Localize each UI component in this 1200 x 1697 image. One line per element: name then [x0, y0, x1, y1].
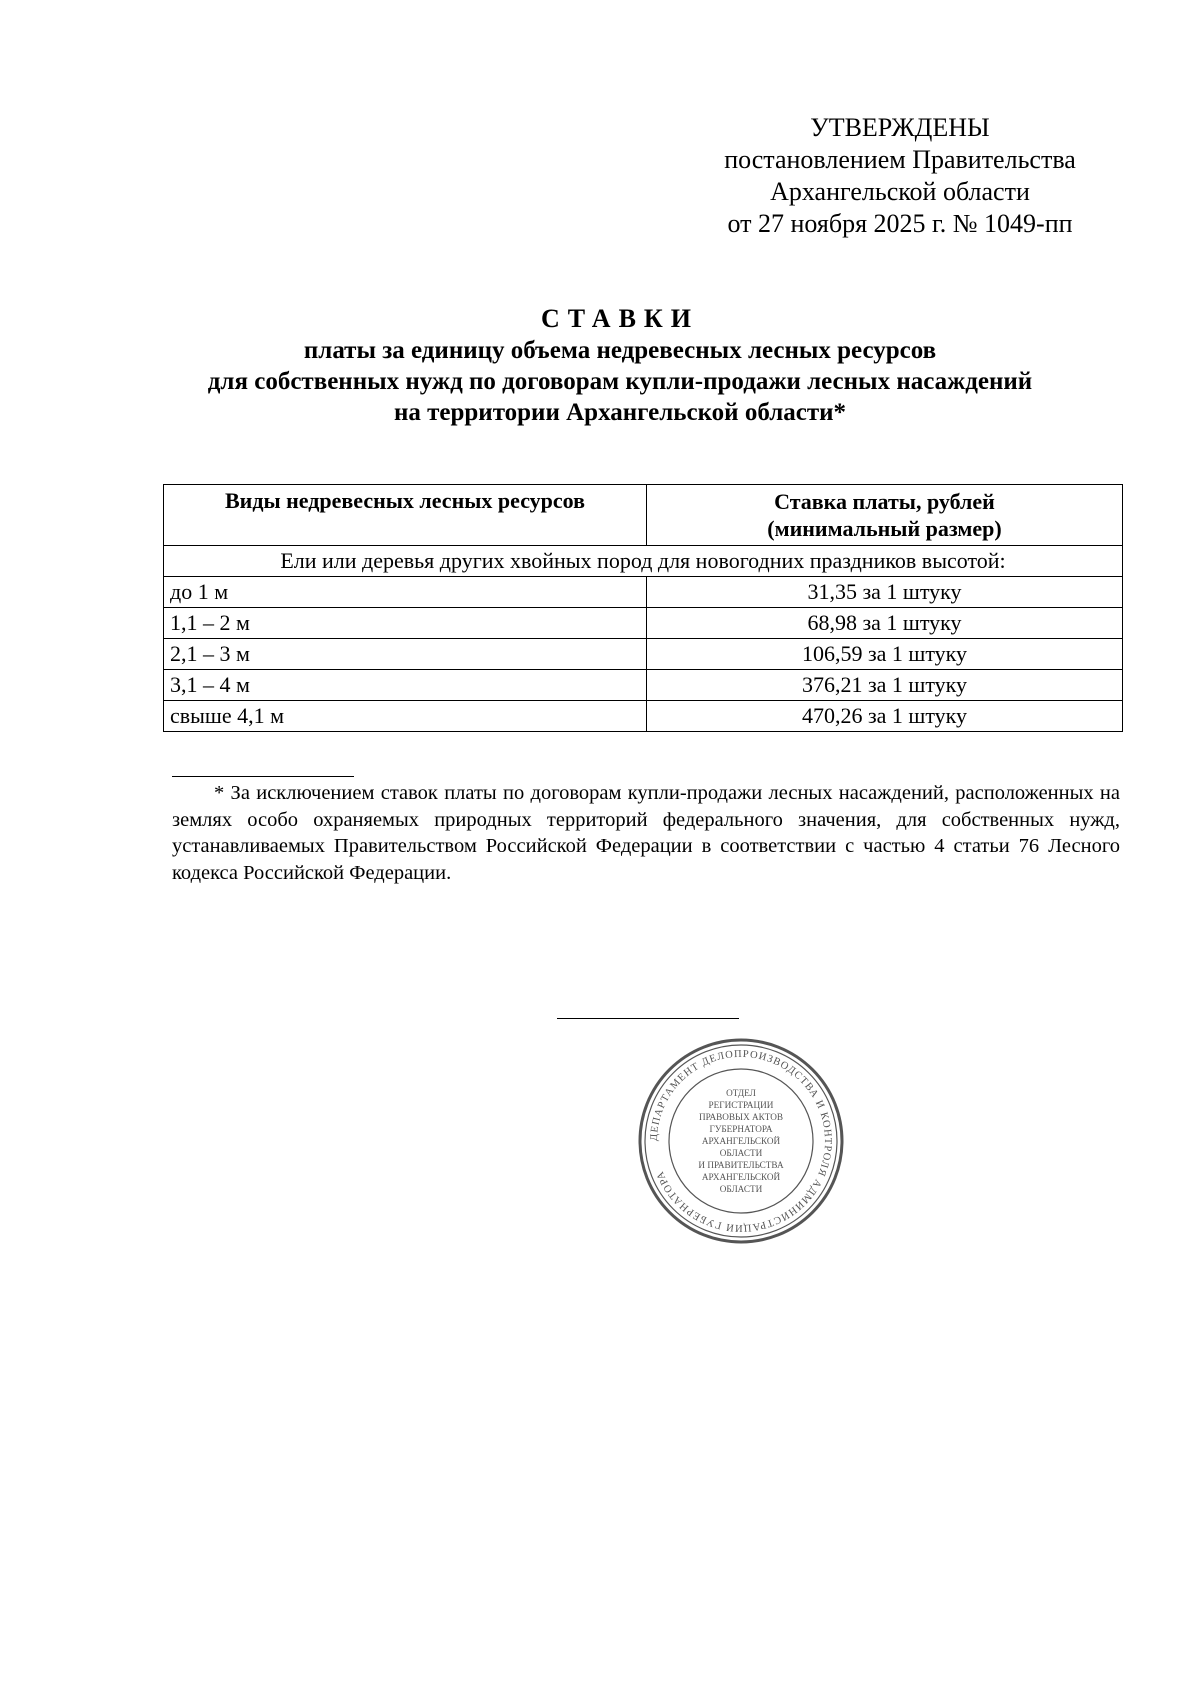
- footnote-separator: [172, 776, 354, 777]
- title-line-2: для собственных нужд по договорам купли-продажи лесных насаждений: [207, 368, 1033, 395]
- header-rate: [647, 485, 1123, 546]
- footnote-text: * За исключением ставок платы по договорам купли-продажи лесных насаждений, расположенных на землях особо охраняемых природных территорий федерального значения, для собственных нужд, устанавливаемых Правительством Российской Федерации в соответствии с частью 4 статьи 76 Лесного кодекса Российской Федерации.: [172, 782, 1120, 884]
- group-label: Ели или деревья других хвойных пород для новогодних праздников высотой:: [164, 546, 1123, 577]
- approval-heading: УТВЕРЖДЕНЫ: [810, 113, 990, 142]
- table-row: [164, 701, 1123, 732]
- seal-line: АРХАНГЕЛЬСКОЙ: [701, 1172, 781, 1182]
- row-rate: 470,26 за 1 штуку: [647, 701, 1123, 732]
- table-row: [164, 608, 1123, 639]
- seal-line: РЕГИСТРАЦИИ: [708, 1100, 774, 1110]
- row-rate: 106,59 за 1 штуку: [647, 639, 1123, 670]
- table-row: [164, 670, 1123, 701]
- row-kind: свыше 4,1 м: [164, 701, 647, 732]
- seal-line: ОТДЕЛ: [726, 1088, 756, 1098]
- approval-decree: постановлением Правительства: [724, 145, 1076, 174]
- approval-region: Архангельской области: [770, 177, 1030, 206]
- seal-center-text: [698, 1088, 784, 1194]
- approval-block: [700, 112, 1100, 240]
- document-title: [140, 303, 1100, 428]
- approval-date-number: от 27 ноября 2025 г. № 1049-пп: [727, 209, 1073, 238]
- end-of-document-line: [557, 1018, 739, 1019]
- seal-line: ГУБЕРНАТОРА: [709, 1124, 773, 1134]
- row-rate: 376,21 за 1 штуку: [647, 670, 1123, 701]
- row-kind: 2,1 – 3 м: [164, 639, 647, 670]
- table-row: [164, 639, 1123, 670]
- rates-table: [163, 484, 1123, 732]
- row-rate: 31,35 за 1 штуку: [647, 577, 1123, 608]
- title-line-3: на территории Архангельской области*: [393, 399, 847, 426]
- table-group-row: [164, 546, 1123, 577]
- row-rate: 68,98 за 1 штуку: [647, 608, 1123, 639]
- row-kind: до 1 м: [164, 577, 647, 608]
- header-resource-kind: Виды недревесных лесных ресурсов: [164, 485, 647, 546]
- title-main: СТАВКИ: [540, 304, 700, 333]
- seal-line: АРХАНГЕЛЬСКОЙ: [701, 1136, 781, 1146]
- title-line-1: платы за единицу объема недревесных лесных ресурсов: [303, 337, 937, 364]
- official-seal-stamp: [636, 1036, 846, 1246]
- seal-line: ОБЛАСТИ: [719, 1148, 763, 1158]
- row-kind: 3,1 – 4 м: [164, 670, 647, 701]
- row-kind: 1,1 – 2 м: [164, 608, 647, 639]
- seal-line: ПРАВОВЫХ АКТОВ: [698, 1112, 784, 1122]
- seal-outer-text: ДЕПАРТАМЕНТ ДЕЛОПРОИЗВОДСТВА И КОНТРОЛЯ АДМИНИСТРАЦИИ ГУБЕРНАТОРА: [648, 1048, 834, 1234]
- header-rate-line-1: Ставка платы, рублей: [774, 489, 995, 514]
- seal-line: И ПРАВИТЕЛЬСТВА: [698, 1160, 784, 1170]
- header-rate-line-2: (минимальный размер): [767, 516, 1002, 541]
- table-row: [164, 577, 1123, 608]
- table-header-row: [164, 485, 1123, 546]
- seal-line: ОБЛАСТИ: [719, 1184, 763, 1194]
